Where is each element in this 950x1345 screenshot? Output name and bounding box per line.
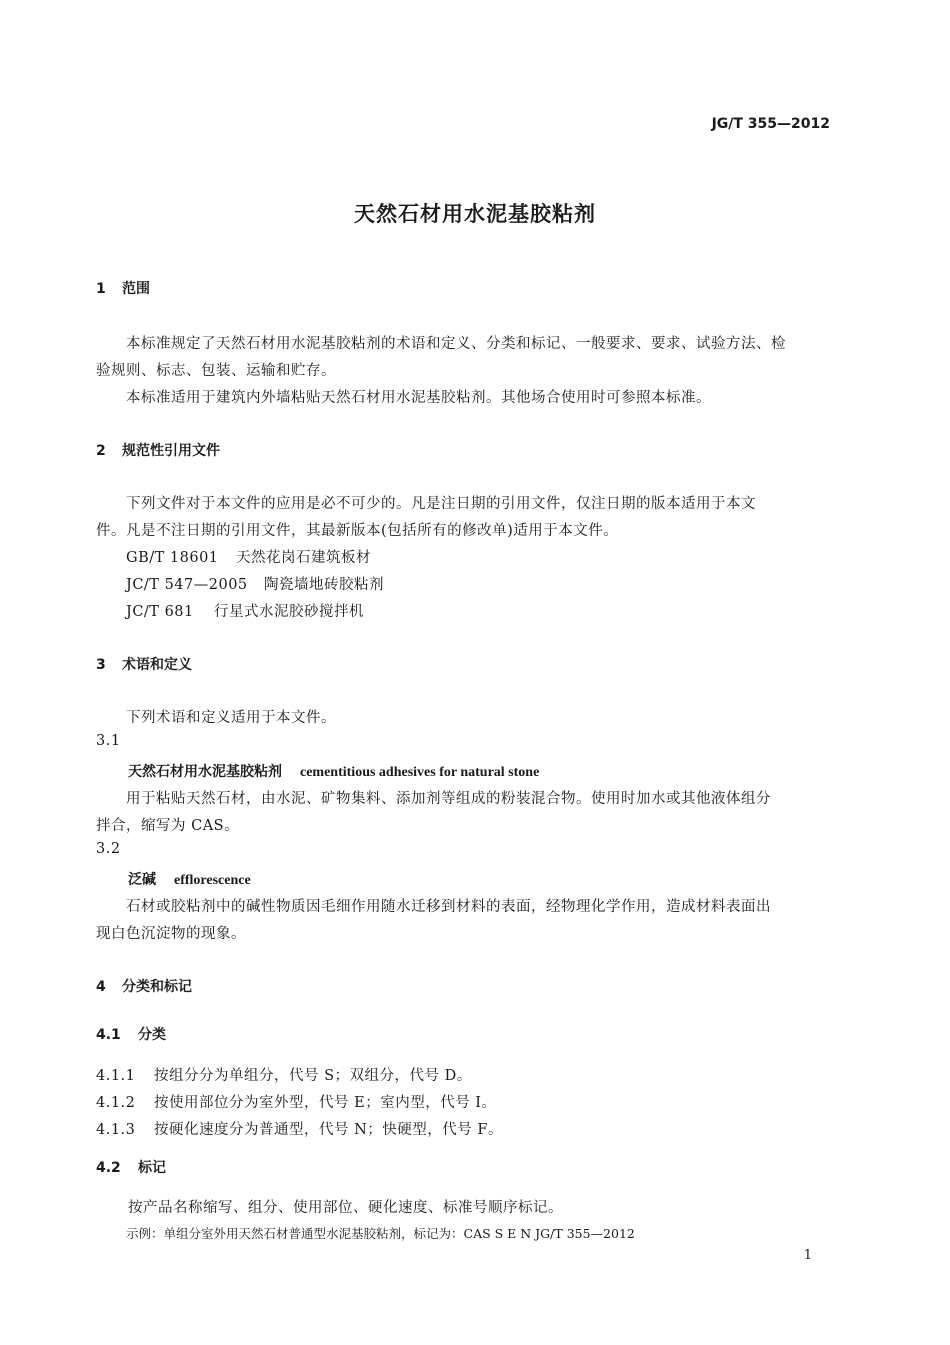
term-definition-line-2: 拌合，缩写为 CAS。 (96, 818, 240, 834)
subsection-number: 4.2 (96, 1160, 121, 1176)
s3-intro: 下列术语和定义适用于本文件。 (126, 710, 336, 726)
marking-text: 按产品名称缩写、组分、使用部位、硬化速度、标准号顺序标记。 (128, 1200, 563, 1216)
s1-paragraph-1-line-2: 验规则、标志、包装、运输和贮存。 (96, 363, 336, 379)
reference-name: 行星式水泥胶砂搅拌机 (214, 604, 364, 620)
term-definition-line-2: 现白色沉淀物的现象。 (96, 926, 246, 942)
reference-code: JC/T 547—2005 (126, 577, 248, 593)
s1-paragraph-2: 本标准适用于建筑内外墙粘贴天然石材用水泥基胶粘剂。其他场合使用时可参照本标准。 (126, 390, 711, 406)
section-1-heading (96, 278, 150, 298)
reference-name: 陶瓷墙地砖胶粘剂 (264, 577, 384, 593)
reference-code: GB/T 18601 (126, 550, 219, 566)
page-number: 1 (803, 1248, 812, 1263)
section-3-heading (96, 654, 192, 674)
s2-paragraph-line-1: 下列文件对于本文件的应用是必不可少的。凡是注日期的引用文件，仅注日期的版本适用于本文 (126, 496, 756, 512)
term-definition-line-1: 石材或胶粘剂中的碱性物质因毛细作用随水迁移到材料的表面，经物理化学作用，造成材料表面出 (126, 899, 771, 915)
section-number: 1 (96, 281, 106, 297)
item-text: 按硬化速度分为普通型，代号 N；快硬型，代号 F。 (154, 1122, 503, 1138)
term-chinese: 天然石材用水泥基胶粘剂 (128, 764, 282, 780)
section-title: 规范性引用文件 (122, 443, 220, 459)
item-text: 按使用部位分为室外型，代号 E；室内型，代号 I。 (154, 1095, 497, 1111)
term-english: cementitious adhesives for natural stone (300, 765, 540, 780)
subsection-4-2-heading (96, 1157, 166, 1177)
subsection-number: 4.1 (96, 1027, 121, 1043)
term-entry (128, 761, 539, 781)
section-number: 4 (96, 979, 106, 995)
section-number: 2 (96, 443, 106, 459)
term-english: efflorescence (174, 873, 251, 888)
term-number: 3.1 (96, 733, 121, 749)
term-number: 3.2 (96, 841, 121, 857)
item-number: 4.1.2 (96, 1095, 136, 1111)
reference-item (126, 546, 371, 567)
item-number: 4.1.1 (96, 1068, 136, 1084)
classification-item (96, 1118, 503, 1139)
document-title: 天然石材用水泥基胶粘剂 (354, 202, 596, 226)
subsection-4-1-heading (96, 1024, 166, 1044)
item-text: 按组分分为单组分，代号 S；双组分，代号 D。 (154, 1068, 472, 1084)
section-title: 范围 (122, 281, 150, 297)
reference-name: 天然花岗石建筑板材 (236, 550, 371, 566)
subsection-title: 分类 (138, 1027, 166, 1043)
classification-item (96, 1091, 497, 1112)
standard-code-header: JG/T 355—2012 (711, 116, 830, 132)
term-entry (128, 869, 251, 889)
s2-paragraph-line-2: 件。凡是不注日期的引用文件，其最新版本(包括所有的修改单)适用于本文件。 (96, 523, 619, 539)
reference-code: JC/T 681 (126, 604, 194, 620)
subsection-title: 标记 (138, 1160, 166, 1176)
marking-example: 示例：单组分室外用天然石材普通型水泥基胶粘剂，标记为：CAS S E N JG/T 355—2012 (126, 1226, 635, 1241)
reference-item (126, 573, 384, 594)
term-definition-line-1: 用于粘贴天然石材，由水泥、矿物集料、添加剂等组成的粉装混合物。使用时加水或其他液体组分 (126, 791, 771, 807)
section-title: 术语和定义 (122, 657, 192, 673)
reference-item (126, 600, 364, 621)
section-title: 分类和标记 (122, 979, 192, 995)
classification-item (96, 1064, 472, 1085)
s1-paragraph-1-line-1: 本标准规定了天然石材用水泥基胶粘剂的术语和定义、分类和标记、一般要求、要求、试验方法、检 (126, 336, 786, 352)
section-number: 3 (96, 657, 106, 673)
section-2-heading (96, 440, 220, 460)
section-4-heading (96, 976, 192, 996)
item-number: 4.1.3 (96, 1122, 136, 1138)
term-chinese: 泛碱 (128, 872, 156, 888)
